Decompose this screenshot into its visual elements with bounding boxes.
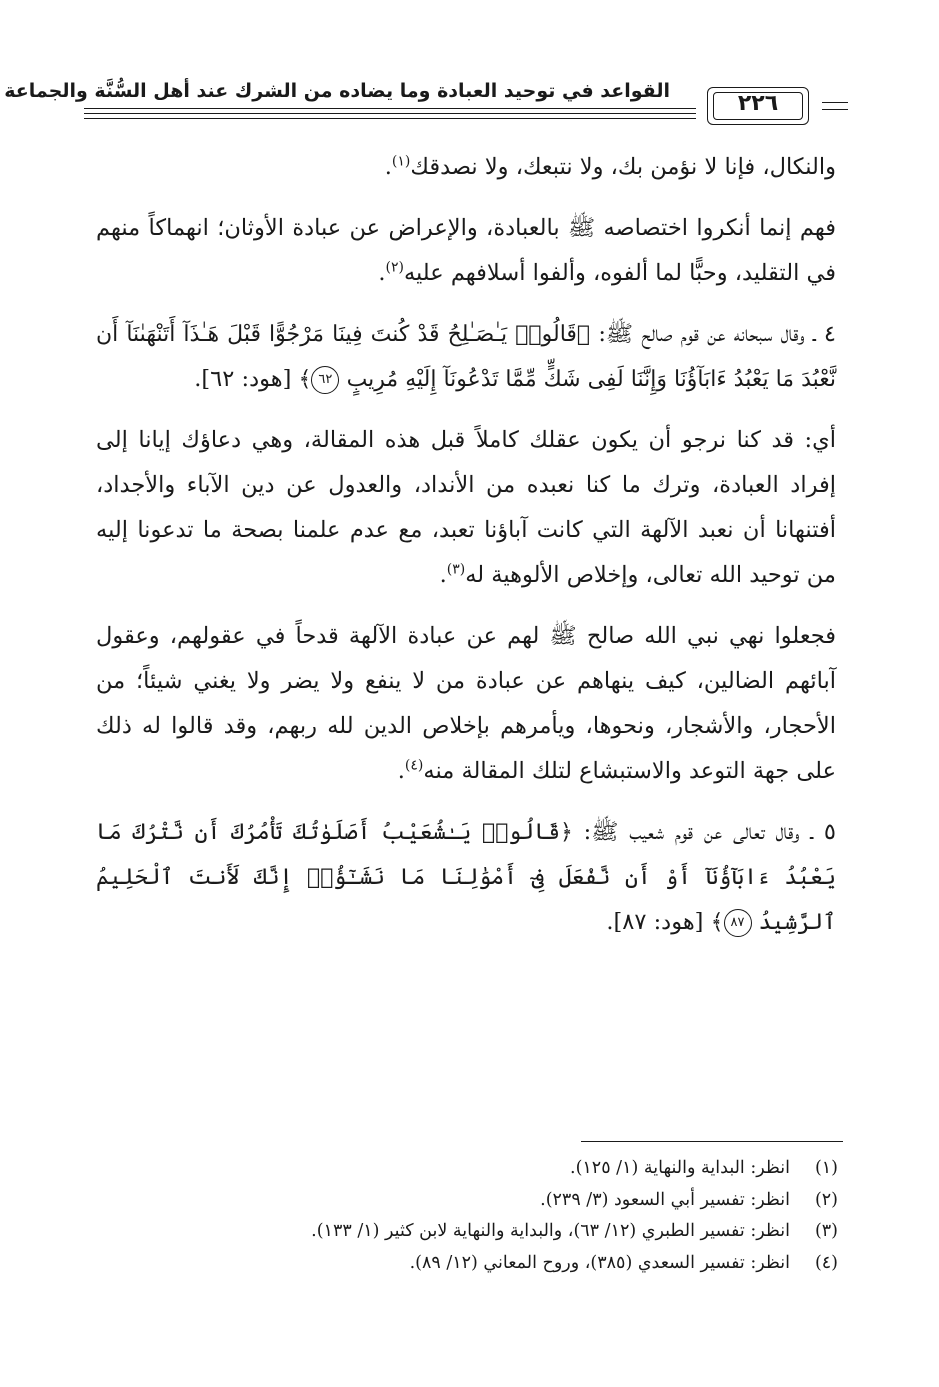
footnotes xyxy=(96,1153,838,1279)
page-number-box xyxy=(707,87,809,125)
footnote-ref: (٣) xyxy=(446,561,466,578)
footnote-item xyxy=(96,1153,838,1185)
paragraph-text: أي: قد كنا نرجو أن يكون عقلك كاملاً قبل هذه المقالة، وهي دعاؤك إيانا إلى إفراد العبادة، وترك ما كنا نعبده من الأنداد، والعدول عن دين الآباء والأجداد، أفتنهانا أن نعبد الآلهة التي كانت آباؤنا تعبد، مع عدم علمنا بصحة ما تدعونا إليه من توحيد الله تعالى، وإخلاص الألوهية له xyxy=(96,427,836,588)
verse-reference: [هود: ٨٧]. xyxy=(606,909,711,935)
footnote-ref: (٢) xyxy=(385,259,404,276)
footnote-text: انظر: تفسير السعدي (٣٨٥)، وروح المعاني (١٢/ ٨٩). xyxy=(409,1252,790,1273)
header-rule xyxy=(822,109,848,110)
footnote-separator xyxy=(581,1141,843,1142)
paragraph xyxy=(96,145,836,190)
page-number: ٢٢٦ xyxy=(737,91,779,116)
paragraph-end: . xyxy=(397,758,405,784)
running-header xyxy=(4,72,848,128)
footnote-number: (٢) xyxy=(814,1189,838,1210)
header-rule xyxy=(822,102,848,103)
paragraph-text: فجعلوا نهي نبي الله صالح ﷺ لهم عن عبادة الآلهة قدحاً في عقولهم، وعقول آبائهم الضالين، كيف ينهاهم عن عبادة من لا ينفع ولا يضر ولا يغني شيئاً؛ من الأحجار، والأشجار، ونحوها، ويأمرهم بإخلاص الدين لله ربهم، وقد قالوا له ذلك على جهة التوعد والاستبشاع لتلك المقالة منه xyxy=(96,623,836,784)
quran-verse: ﴿قَالُوا۟ يَـٰشُعَيْبُ أَصَلَوٰتُكَ تَأْمُرُكَ أَن نَّتْرُكَ مَا يَعْبُدُ ءَابَآؤُنَآ أَوْ أَن نَّفْعَلَ فِىٓ أَمْوَٰلِنَا مَا نَشَـٰٓؤُا۟ إِنَّكَ لَأَنتَ ٱلْحَلِيمُ ٱلرَّشِيدُ xyxy=(96,820,836,935)
footnote-ref: (٤) xyxy=(404,757,424,774)
verse-reference: [هود: ٦٢]. xyxy=(194,366,299,392)
paragraph xyxy=(96,614,836,794)
ayah-number-marker: ٦٢ xyxy=(311,366,339,394)
main-text xyxy=(96,145,836,961)
footnote-item xyxy=(96,1248,838,1280)
header-title: القواعد في توحيد العبادة وما يضاده من الشرك عند أهل السُّنَّة والجماعة xyxy=(4,80,670,102)
footnote-number: (٣) xyxy=(814,1221,838,1241)
paragraph-end: . xyxy=(378,260,386,286)
footnote-text: انظر: تفسير أبي السعود (٣/ ٢٣٩). xyxy=(540,1189,790,1210)
header-rule xyxy=(84,118,696,119)
paragraph xyxy=(96,206,836,296)
footnote-number: (٤) xyxy=(814,1252,838,1273)
header-rule xyxy=(84,113,696,114)
footnote-item xyxy=(96,1185,838,1217)
paragraph-text: فهم إنما أنكروا اختصاصه ﷺ بالعبادة، والإعراض عن عبادة الأوثان؛ انهماكاً منهم في التقليد، وحبًّا لما ألفوه، وألفوا أسلافهم عليه xyxy=(96,215,836,286)
paragraph-lead: ٤ ـ وقال سبحانه عن قوم صالح ﷺ: xyxy=(590,321,836,347)
paragraph-text: والنكال، فإنا لا نؤمن بك، ولا نتبعك، ولا نصدقك xyxy=(410,154,836,180)
footnote-number: (١) xyxy=(814,1158,838,1178)
quran-verse: ﴿قَالُوا۟ يَـٰصَـٰلِحُ قَدْ كُنتَ فِينَا مَرْجُوًّا قَبْلَ هَـٰذَآ أَتَنْهَىٰنَآ أَن نَّعْبُدَ مَا يَعْبُدُ ءَابَآؤُنَا وَإِنَّنَا لَفِى شَكٍّ مِّمَّا تَدْعُونَآ إِلَيْهِ مُرِيبٍ xyxy=(96,322,836,392)
paragraph xyxy=(96,810,836,945)
footnote-text: انظر: البداية والنهاية (١/ ١٢٥). xyxy=(570,1158,790,1178)
paragraph xyxy=(96,312,836,402)
paragraph-lead: ٥ ـ وقال تعالى عن قوم شعيب ﷺ: xyxy=(572,819,836,845)
paragraph xyxy=(96,418,836,598)
quran-close-bracket: ﴾ xyxy=(298,367,312,392)
quran-close-bracket: ﴾ xyxy=(710,910,724,935)
header-rule xyxy=(84,108,696,109)
footnote-ref: (١) xyxy=(391,153,411,170)
ayah-number-marker: ٨٧ xyxy=(724,909,752,937)
footnote-item xyxy=(96,1216,838,1248)
footnote-text: انظر: تفسير الطبري (١٢/ ٦٣)، والبداية والنهاية لابن كثير (١/ ١٣٣). xyxy=(311,1221,790,1241)
paragraph-end: . xyxy=(439,562,447,588)
paragraph-end: . xyxy=(384,154,392,180)
